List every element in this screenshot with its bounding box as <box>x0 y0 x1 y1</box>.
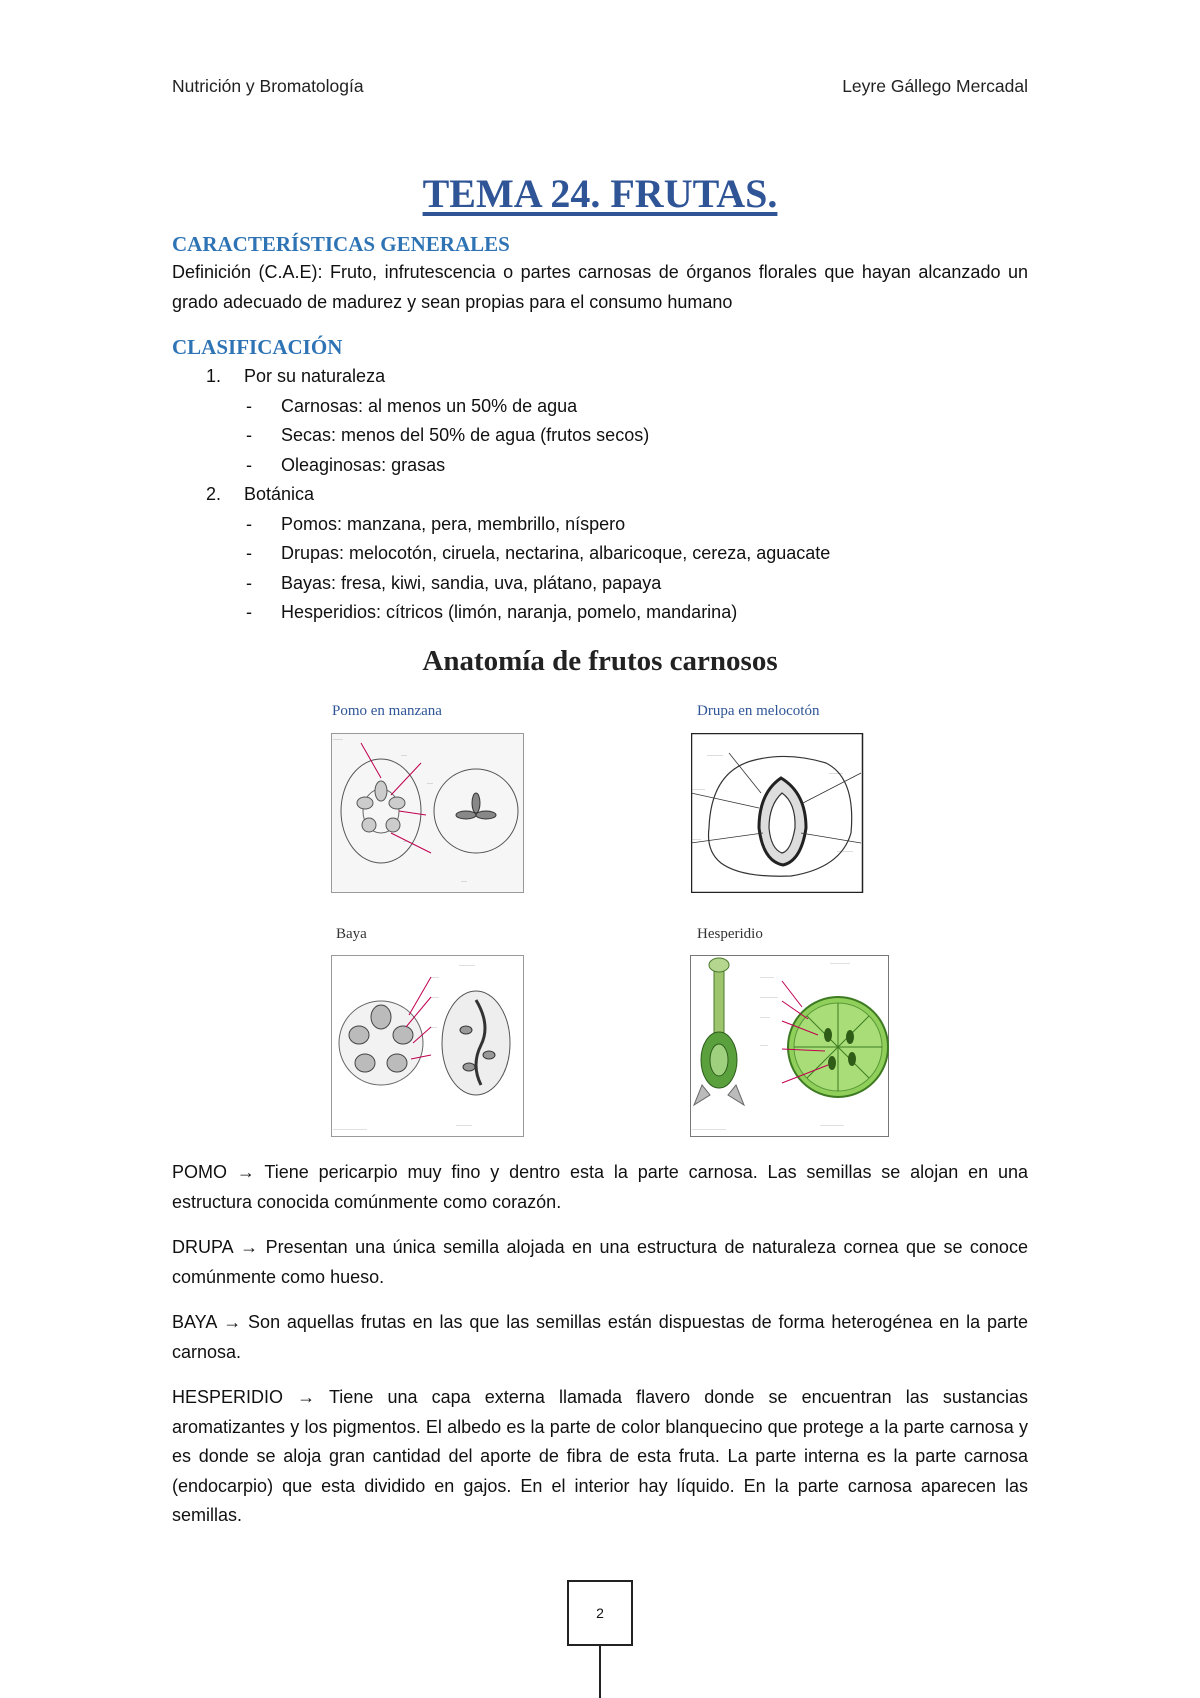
term: POMO <box>172 1162 228 1182</box>
drupa-diagram <box>691 733 889 893</box>
dash: - <box>246 513 252 534</box>
definition-paragraph: Definición (C.A.E): Fruto, infrutescencia o partes carnosas de órganos florales que hayan alcanzado un grado adecuado de madurez y sean propias para el consumo humano <box>172 262 1028 312</box>
dash: - <box>246 454 252 475</box>
description-baya <box>172 1308 1028 1367</box>
description-drupa <box>172 1233 1028 1292</box>
list-item <box>172 569 1028 599</box>
list-item-text: Carnosas: al menos un 50% de agua <box>281 395 578 416</box>
list-item-text: Drupas: melocotón, ciruela, nectarina, albaricoque, cereza, aguacate <box>281 543 831 563</box>
right-arrow-icon: → <box>236 1162 255 1182</box>
list-number: 2. <box>206 484 222 504</box>
svg-text:···: ··· <box>431 1025 437 1031</box>
list-item-text: Pomos: manzana, pera, membrillo, níspero <box>281 513 626 534</box>
term: HESPERIDIO <box>172 1387 284 1407</box>
description-text: Son aquellas frutas en las que las semillas están dispuestas de forma heterogénea en la parte carnosa. <box>172 1312 1028 1362</box>
list-group-label: Botánica <box>244 484 315 504</box>
svg-text:········: ········ <box>837 849 853 855</box>
svg-text:············: ············ <box>820 1123 844 1129</box>
dash: - <box>246 425 252 445</box>
pomo-diagram <box>331 733 524 893</box>
list-item <box>172 510 1028 540</box>
section-heading-classification: CLASIFICACIÓN <box>172 335 343 359</box>
svg-text:···: ··· <box>427 781 433 787</box>
dash: - <box>246 395 252 416</box>
svg-text:·······: ······· <box>691 787 705 793</box>
caption-pomo: Pomo en manzana <box>332 703 442 719</box>
svg-text:·····: ····· <box>691 837 701 843</box>
list-item-text: Secas: menos del 50% de agua (frutos secos) <box>281 425 650 445</box>
svg-text:········: ········ <box>707 753 723 759</box>
list-item-text: Oleaginosas: grasas <box>281 454 446 475</box>
svg-text:···: ··· <box>403 839 409 845</box>
svg-text:·······: ······· <box>760 975 774 981</box>
description-hesperidio <box>172 1383 1028 1531</box>
page-number: 2 <box>567 1580 633 1646</box>
dash: - <box>246 572 252 593</box>
list-item <box>172 539 1028 569</box>
description-pomo <box>172 1158 1028 1217</box>
list-item-text: Bayas: fresa, kiwi, sandia, uva, plátano, papaya <box>281 572 662 593</box>
svg-text:··········: ·········· <box>830 961 850 967</box>
dash: - <box>246 543 252 563</box>
svg-text:····: ···· <box>760 1043 768 1049</box>
svg-text:····: ···· <box>431 995 439 1001</box>
svg-text:········: ········ <box>459 963 475 969</box>
caption-hesperidio: Hesperidio <box>697 926 763 942</box>
header-author: Leyre Gállego Mercadal <box>842 76 1028 96</box>
list-number: 1. <box>206 366 222 386</box>
berry-cross-section-icon <box>331 955 524 1137</box>
svg-text:·····: ····· <box>333 737 343 743</box>
svg-text:·················: ················· <box>333 1127 367 1133</box>
svg-text:···: ··· <box>401 753 407 759</box>
baya-diagram <box>331 955 524 1137</box>
list-group <box>172 362 1028 392</box>
figure-title: Anatomía de frutos carnosos <box>422 645 778 677</box>
svg-text:·················: ················· <box>692 1127 726 1133</box>
description-text: Tiene pericarpio muy fino y dentro esta la parte carnosa. Las semillas se alojan en una estructura conocida comúnmente como corazón. <box>172 1162 1028 1212</box>
svg-text:···: ··· <box>461 879 467 885</box>
description-text: Tiene una capa externa llamada flavero donde se encuentran las sustancias aromatizantes y los pigmentos. El albedo es la parte de color blanquecino que protege a la parte carnosa y es donde se aloja gran cantidad del aporte de fibra de esta fruta. La parte interna es la parte carnosa (endocarpio) que esta dividido en gajos. En el interior hay líquido. En la parte carnosa aparecen las semillas. <box>172 1387 1028 1525</box>
peach-cross-section-icon <box>691 733 889 893</box>
apple-cross-section-icon <box>331 733 524 893</box>
list-group-label: Por su naturaleza <box>244 366 386 386</box>
list-item <box>172 451 1028 481</box>
list-item <box>172 392 1028 422</box>
term: BAYA <box>172 1312 217 1332</box>
page-title: TEMA 24. FRUTAS. <box>422 171 778 216</box>
svg-text:·········: ········· <box>760 995 778 1001</box>
right-arrow-icon: → <box>223 1312 242 1332</box>
list-item <box>172 421 1028 451</box>
term: DRUPA <box>172 1237 233 1257</box>
citrus-cross-section-icon <box>690 955 898 1137</box>
caption-baya: Baya <box>336 926 367 942</box>
list-item <box>172 598 1028 628</box>
description-text: Presentan una única semilla alojada en una estructura de naturaleza cornea que se conoce comúnmente como hueso. <box>172 1237 1028 1287</box>
right-arrow-icon: → <box>240 1237 259 1257</box>
right-arrow-icon: → <box>297 1387 316 1407</box>
svg-text:·······: ······· <box>829 771 843 777</box>
list-group <box>172 480 1028 510</box>
section-heading-general: CARACTERÍSTICAS GENERALES <box>172 232 510 256</box>
caption-drupa: Drupa en melocotón <box>697 703 820 719</box>
dash: - <box>246 602 252 622</box>
svg-text:····: ···· <box>431 975 439 981</box>
page-number-line <box>599 1646 601 1698</box>
classification-list <box>172 362 1028 628</box>
svg-text:·····: ····· <box>760 1015 770 1021</box>
list-item-text: Hesperidios: cítricos (limón, naranja, pomelo, mandarina) <box>281 602 738 622</box>
svg-text:········: ········ <box>456 1123 472 1129</box>
header-subject: Nutrición y Bromatología <box>172 76 364 96</box>
hesperidio-diagram <box>690 955 898 1137</box>
